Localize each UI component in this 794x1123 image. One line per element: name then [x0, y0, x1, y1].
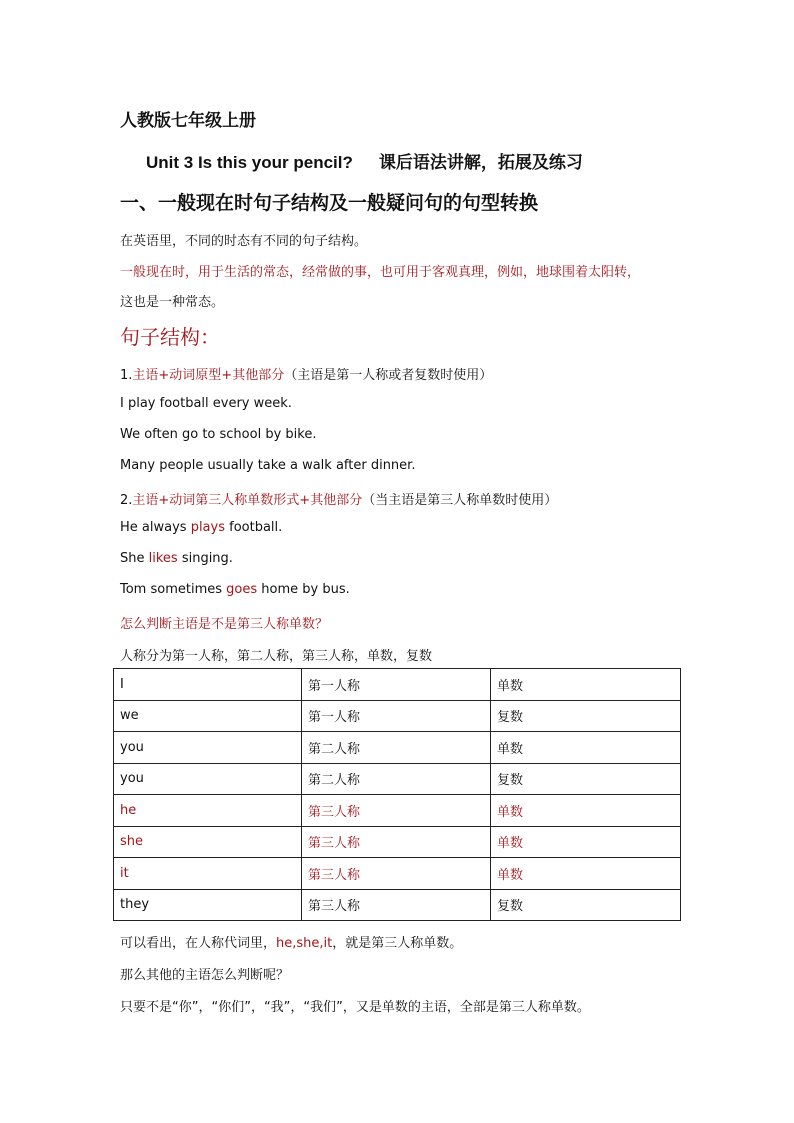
table-cell-pronoun: I	[114, 669, 302, 701]
table-cell-pronoun: we	[114, 700, 302, 732]
table-cell-number: 单数	[491, 826, 681, 858]
rule-1-number: 1.	[120, 368, 133, 383]
unit-title	[146, 148, 583, 173]
table-row	[114, 763, 681, 795]
table-cell-person: 第一人称	[302, 669, 491, 701]
table-row	[114, 795, 681, 827]
example-text: singing.	[177, 551, 233, 566]
table-cell-person: 第二人称	[302, 763, 491, 795]
table-row	[114, 889, 681, 921]
table-cell-person: 第三人称	[302, 889, 491, 921]
rule-2	[120, 489, 557, 508]
rule-2-example-3	[120, 582, 350, 597]
rule-2-example-2	[120, 551, 233, 566]
table-row	[114, 826, 681, 858]
table-row	[114, 700, 681, 732]
table-cell-person: 第三人称	[302, 858, 491, 890]
person-intro: 人称分为第一人称，第二人称，第三人称，单数，复数	[120, 649, 433, 664]
table-cell-number: 复数	[491, 700, 681, 732]
table-cell-pronoun: you	[114, 732, 302, 764]
table-cell-pronoun: she	[114, 826, 302, 858]
rule-2-number: 2.	[120, 493, 133, 508]
example-text: football.	[224, 520, 283, 535]
unit-title-english: Unit 3 Is this your pencil?	[146, 153, 353, 172]
rule-1-example-3: Many people usually take a walk after dinner.	[120, 458, 416, 473]
example-verb: likes	[148, 551, 178, 566]
example-text: He always	[120, 520, 191, 535]
table-row	[114, 858, 681, 890]
definition-line-2: 这也是一种常态。	[120, 295, 225, 310]
table-cell-person: 第一人称	[302, 700, 491, 732]
table-cell-number: 单数	[491, 795, 681, 827]
rule-1-note: （主语是第一人称或者复数时使用）	[284, 368, 493, 383]
table-cell-pronoun: it	[114, 858, 302, 890]
table-cell-number: 单数	[491, 858, 681, 890]
followup-question: 那么其他的主语怎么判断呢？	[120, 968, 290, 983]
rule-2-formula: 主语+动词第三人称单数形式+其他部分	[132, 493, 363, 508]
rule-2-note: （当主语是第三人称单数时使用）	[362, 493, 558, 508]
table-row	[114, 732, 681, 764]
unit-title-chinese: 课后语法讲解，拓展及练习	[378, 153, 583, 173]
rule-1-formula: 主语+动词原型+其他部分	[132, 368, 285, 383]
table-cell-pronoun: you	[114, 763, 302, 795]
answer-text: 只要不是“你”，“你们”，“我”，“我们”，又是单数的主语，全部是第三人称单数。	[120, 1000, 590, 1015]
example-text: home by bus.	[257, 582, 350, 597]
table-cell-pronoun: he	[114, 795, 302, 827]
rule-1-example-1: I play football every week.	[120, 396, 292, 411]
conclusion-text: 可以看出，在人称代词里，	[120, 936, 277, 951]
section-heading: 一、一般现在时句子结构及一般疑问句的句型转换	[120, 192, 539, 214]
pronoun-table	[113, 668, 681, 921]
rule-2-example-1	[120, 520, 282, 535]
table-cell-pronoun: they	[114, 889, 302, 921]
table-cell-person: 第二人称	[302, 732, 491, 764]
example-text: She	[120, 551, 149, 566]
conclusion-pronouns: he,she,it	[276, 936, 333, 951]
intro-text: 在英语里，不同的时态有不同的句子结构。	[120, 234, 368, 249]
table-cell-person: 第三人称	[302, 795, 491, 827]
example-verb: plays	[190, 520, 225, 535]
example-verb: goes	[226, 582, 258, 597]
table-cell-person: 第三人称	[302, 826, 491, 858]
conclusion	[120, 932, 462, 951]
table-cell-number: 复数	[491, 889, 681, 921]
table-cell-number: 单数	[491, 732, 681, 764]
table-row	[114, 669, 681, 701]
conclusion-text: ，就是第三人称单数。	[332, 936, 463, 951]
structure-heading: 句子结构：	[120, 325, 220, 349]
rule-1-example-2: We often go to school by bike.	[120, 427, 317, 442]
book-title: 人教版七年级上册	[120, 111, 256, 131]
table-cell-number: 单数	[491, 669, 681, 701]
table-cell-number: 复数	[491, 763, 681, 795]
rule-1	[120, 364, 492, 383]
definition-line-1: 一般现在时，用于生活的常态，经常做的事，也可用于客观真理，例如，地球围着太阳转，	[120, 265, 641, 280]
example-text: Tom sometimes	[120, 582, 227, 597]
third-person-question: 怎么判断主语是不是第三人称单数？	[120, 617, 329, 632]
